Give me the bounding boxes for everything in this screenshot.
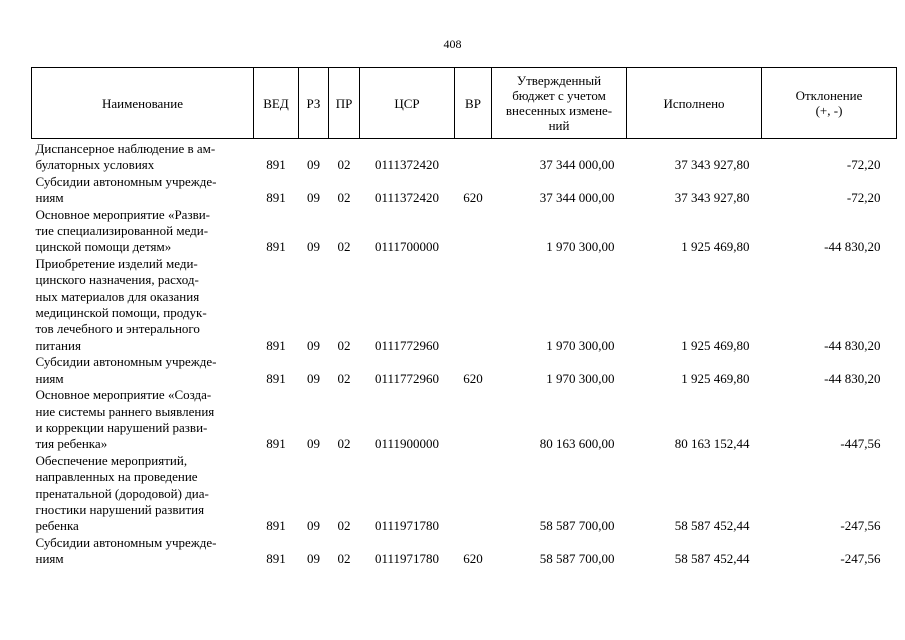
- cell-approved: 58 587 700,00: [539, 551, 615, 567]
- cell-name-line: Основное мероприятие «Созда-: [35, 387, 212, 403]
- header-approved-line: ний: [548, 118, 570, 133]
- header-approved-line: внесенных измене-: [505, 103, 613, 118]
- cell-name: [32, 387, 254, 453]
- cell-pr: 02: [337, 157, 351, 173]
- cell-approved: 58 587 700,00: [539, 518, 615, 534]
- table-header: [32, 68, 897, 139]
- cell-rz: 09: [307, 190, 320, 206]
- header-vr: ВР: [455, 68, 492, 139]
- cell-name-line: ниям: [35, 190, 64, 206]
- header-deviation: [762, 68, 897, 139]
- header-executed: Исполнено: [627, 68, 762, 139]
- header-ved: ВЕД: [254, 68, 299, 139]
- cell-pr: 02: [337, 190, 351, 206]
- cell-rz: 09: [307, 337, 320, 353]
- cell-deviation: -44 830,20: [824, 337, 881, 353]
- cell-pr: 02: [337, 370, 351, 386]
- header-approved-line: бюджет с учетом: [512, 88, 606, 103]
- cell-rz: 09: [307, 436, 320, 452]
- cell-deviation: -447,56: [840, 436, 881, 452]
- cell-name-line: ребенка: [35, 518, 79, 534]
- cell-csr: 0111900000: [374, 436, 440, 452]
- cell-pr: 02: [337, 436, 351, 452]
- header-rz: РЗ: [299, 68, 329, 139]
- cell-name: [32, 139, 254, 174]
- cell-ved: 891: [266, 370, 286, 386]
- cell-executed: 1 925 469,80: [681, 370, 750, 386]
- cell-name-line: питания: [35, 337, 81, 353]
- cell-rz: 09: [307, 157, 320, 173]
- cell-name-line: ниям: [35, 370, 64, 386]
- cell-name-line: Субсидии автономным учрежде-: [35, 173, 217, 189]
- budget-execution-table: [31, 67, 897, 568]
- table-row: [32, 256, 897, 354]
- cell-approved: 1 970 300,00: [546, 370, 615, 386]
- cell-name-line: Субсидии автономным учрежде-: [35, 534, 217, 550]
- cell-executed: 1 925 469,80: [681, 337, 750, 353]
- cell-ved: 891: [266, 190, 286, 206]
- cell-ved: 891: [266, 551, 286, 567]
- cell-pr: 02: [337, 337, 351, 353]
- table-row: [32, 535, 897, 568]
- header-approved-line: Утвержденный: [516, 73, 602, 88]
- cell-approved: 37 344 000,00: [539, 190, 615, 206]
- cell-vr: [455, 453, 492, 535]
- cell-name-line: ние системы раннего выявления: [35, 403, 215, 419]
- cell-executed: 80 163 152,44: [674, 436, 750, 452]
- cell-name-line: медицинской помощи, продук-: [35, 305, 207, 321]
- cell-pr: 02: [337, 518, 351, 534]
- cell-name: [32, 256, 254, 354]
- cell-vr: [455, 139, 492, 174]
- cell-vr: [455, 207, 492, 256]
- cell-name-line: булаторных условиях: [35, 157, 155, 173]
- cell-executed: 37 343 927,80: [674, 157, 750, 173]
- cell-rz: 09: [307, 518, 320, 534]
- cell-vr: 620: [463, 370, 483, 386]
- header-csr: ЦСР: [360, 68, 455, 139]
- cell-name-line: цинского назначения, расход-: [35, 272, 199, 288]
- cell-rz: 09: [307, 239, 320, 255]
- header-deviation-line: (+, -): [815, 103, 843, 118]
- table-row: [32, 354, 897, 387]
- cell-deviation: -72,20: [846, 157, 881, 173]
- cell-name-line: пренатальной (дородовой) диа-: [35, 485, 209, 501]
- cell-name: [32, 207, 254, 256]
- cell-vr: 620: [463, 190, 483, 206]
- cell-name-line: Основное мероприятие «Разви-: [35, 206, 210, 222]
- table-row: [32, 174, 897, 207]
- header-approved: [492, 68, 627, 139]
- cell-ved: 891: [266, 436, 286, 452]
- header-deviation-line: Отклонение: [795, 88, 863, 103]
- table-row: [32, 453, 897, 535]
- header-name: Наименование: [32, 68, 254, 139]
- cell-approved: 37 344 000,00: [539, 157, 615, 173]
- cell-csr: 0111772960: [374, 370, 440, 386]
- cell-csr: 0111772960: [374, 337, 440, 353]
- cell-executed: 1 925 469,80: [681, 239, 750, 255]
- cell-name-line: и коррекции нарушений разви-: [35, 419, 208, 435]
- cell-name: [32, 174, 254, 207]
- cell-approved: 1 970 300,00: [546, 239, 615, 255]
- cell-name-line: Обеспечение мероприятий,: [35, 452, 188, 468]
- cell-executed: 37 343 927,80: [674, 190, 750, 206]
- table-row: [32, 387, 897, 453]
- cell-ved: 891: [266, 518, 286, 534]
- cell-deviation: -44 830,20: [824, 370, 881, 386]
- cell-approved: 80 163 600,00: [539, 436, 615, 452]
- cell-name-line: Приобретение изделий меди-: [35, 255, 198, 271]
- table-body: [32, 139, 897, 568]
- cell-rz: 09: [307, 370, 320, 386]
- cell-pr: 02: [337, 551, 351, 567]
- cell-ved: 891: [266, 157, 286, 173]
- cell-name-line: направленных на проведение: [35, 469, 198, 485]
- cell-name-line: Субсидии автономным учрежде-: [35, 354, 217, 370]
- cell-deviation: -247,56: [840, 551, 881, 567]
- cell-csr: 0111971780: [374, 518, 440, 534]
- cell-name: [32, 354, 254, 387]
- cell-csr: 0111700000: [374, 239, 440, 255]
- cell-name-line: Диспансерное наблюдение в ам-: [35, 141, 216, 156]
- cell-csr: 0111372420: [374, 157, 440, 173]
- cell-vr: [455, 387, 492, 453]
- cell-name-line: тие специализированной меди-: [35, 223, 209, 239]
- cell-ved: 891: [266, 239, 286, 255]
- cell-executed: 58 587 452,44: [674, 518, 750, 534]
- cell-rz: 09: [307, 551, 320, 567]
- cell-name-line: цинской помощи детям»: [35, 239, 172, 255]
- header-pr: ПР: [329, 68, 360, 139]
- cell-csr: 0111372420: [374, 190, 440, 206]
- cell-deviation: -44 830,20: [824, 239, 881, 255]
- cell-name: [32, 535, 254, 568]
- cell-deviation: -72,20: [846, 190, 881, 206]
- cell-name: [32, 453, 254, 535]
- cell-name-line: гностики нарушений развития: [35, 501, 205, 517]
- cell-approved: 1 970 300,00: [546, 337, 615, 353]
- cell-deviation: -247,56: [840, 518, 881, 534]
- cell-name-line: тов лечебного и энтерального: [35, 321, 200, 337]
- cell-vr: [455, 256, 492, 354]
- cell-executed: 58 587 452,44: [674, 551, 750, 567]
- table-row: [32, 139, 897, 174]
- cell-vr: 620: [463, 551, 483, 567]
- table-row: [32, 207, 897, 256]
- cell-ved: 891: [266, 337, 286, 353]
- page-number: 408: [443, 37, 462, 51]
- cell-csr: 0111971780: [374, 551, 440, 567]
- cell-pr: 02: [337, 239, 351, 255]
- cell-name-line: ниям: [35, 551, 64, 567]
- cell-name-line: тия ребенка»: [35, 436, 108, 452]
- cell-name-line: ных материалов для оказания: [35, 288, 200, 304]
